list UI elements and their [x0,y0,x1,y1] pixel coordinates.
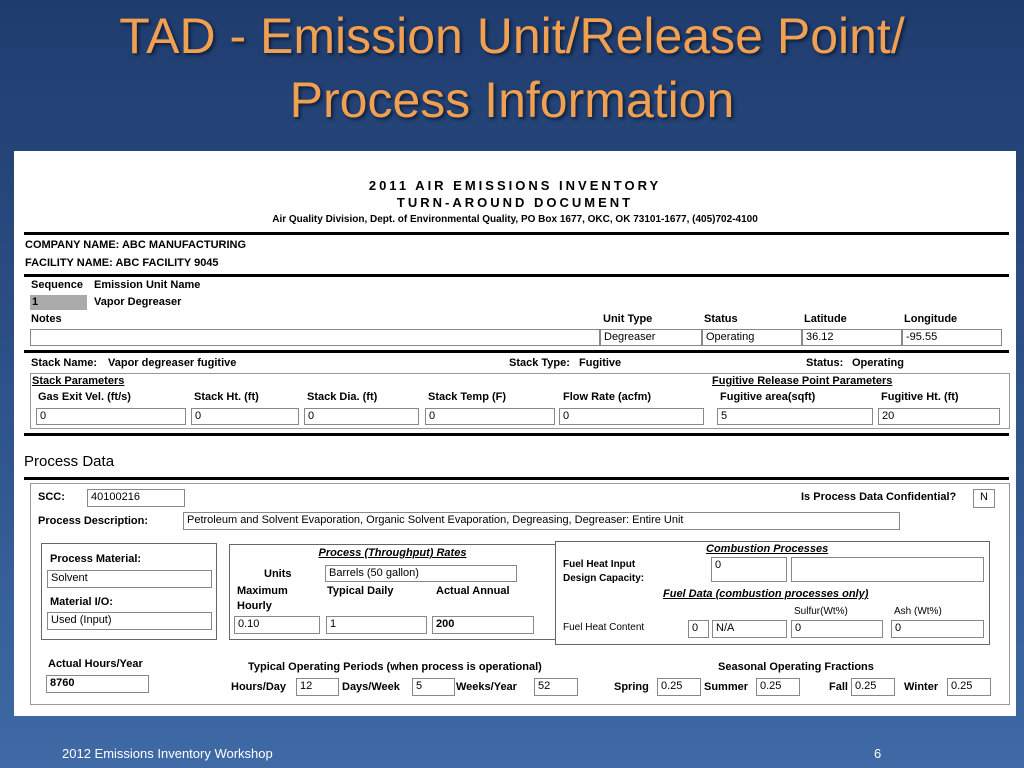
turnaround-document [14,151,1016,716]
summer-label: Summer [704,681,749,693]
fugitive-parameters-heading: Fugitive Release Point Parameters [712,375,893,387]
ash-label: Ash (Wt%) [894,606,942,617]
confidential-label: Is Process Data Confidential? [801,491,957,503]
gas-exit-field[interactable]: 0 [36,408,186,425]
typical-daily-field[interactable]: 1 [326,616,427,634]
units-label: Units [264,568,292,580]
slide-title-line2: Process Information [289,72,735,128]
actual-annual-field[interactable]: 200 [432,616,534,634]
stack-name-label: Stack Name: [31,357,98,369]
fuel-heat-input-label-line2: Design Capacity: [563,573,645,584]
max-hourly-field[interactable]: 0.10 [234,616,320,634]
material-io-field[interactable]: Used (Input) [47,612,212,630]
fuel-heat-input-label-line1: Fuel Heat Input [563,559,636,570]
flow-rate-field[interactable]: 0 [559,408,704,425]
emission-unit-name: Vapor Degreaser [94,296,182,308]
divider [24,274,1009,277]
typical-periods-label: Typical Operating Periods (when process is operational) [248,661,542,673]
spring-field[interactable]: 0.25 [657,678,701,696]
sequence-value-shade [30,295,87,310]
facility-name: FACILITY NAME: ABC FACILITY 9045 [25,257,219,269]
process-material-label: Process Material: [50,553,142,565]
stack-status: Operating [852,357,904,369]
divider [24,232,1009,235]
doc-address: Air Quality Division, Dept. of Environmental Quality, PO Box 1677, OKC, OK 73101-1677, (405)702-4100 [272,214,758,225]
days-week-field[interactable]: 5 [412,678,455,696]
throughput-heading: Process (Throughput) Rates [318,547,467,559]
process-description-label: Process Description: [38,515,149,527]
max-hourly-label-line2: Hourly [237,600,272,612]
fuel-heat-content-units-field[interactable]: N/A [712,620,787,638]
stack-type-label: Stack Type: [509,357,570,369]
stack-diameter-label: Stack Dia. (ft) [307,391,378,403]
units-field[interactable]: Barrels (50 gallon) [325,565,517,582]
actual-annual-label: Actual Annual [436,585,510,597]
hours-day-label: Hours/Day [231,681,287,693]
divider [24,477,1009,480]
footer-text: 2012 Emissions Inventory Workshop [62,746,273,761]
max-hourly-label-line1: Maximum [237,585,288,597]
unit-type-label: Unit Type [603,313,653,325]
fuel-heat-content-field[interactable]: 0 [688,620,709,638]
stack-name: Vapor degreaser fugitive [108,357,237,369]
stack-height-field[interactable]: 0 [191,408,299,425]
scc-field[interactable]: 40100216 [87,489,185,507]
unit-type-field[interactable]: Degreaser [600,329,702,346]
sequence-value: 1 [32,296,39,308]
page-number: 6 [874,746,882,761]
latitude-label: Latitude [804,313,847,325]
slide-title [0,4,1024,132]
stack-temp-field[interactable]: 0 [425,408,555,425]
winter-label: Winter [904,681,939,693]
fugitive-area-label: Fugitive area(sqft) [720,391,816,403]
spring-label: Spring [614,681,649,693]
fuel-heat-input-field[interactable]: 0 [711,557,787,582]
process-material-field[interactable]: Solvent [47,570,212,588]
fall-field[interactable]: 0.25 [851,678,895,696]
sulfur-field[interactable]: 0 [791,620,883,638]
fuel-heat-content-label: Fuel Heat Content [563,622,645,633]
doc-title-line2: TURN-AROUND DOCUMENT [396,195,634,210]
stack-temp-label: Stack Temp (F) [428,391,507,403]
divider [24,433,1009,436]
seasonal-label: Seasonal Operating Fractions [718,661,874,673]
days-week-label: Days/Week [342,681,400,693]
notes-label: Notes [31,313,62,325]
ash-field[interactable]: 0 [891,620,984,638]
sulfur-label: Sulfur(Wt%) [794,606,848,617]
stack-type: Fugitive [579,357,622,369]
fall-label: Fall [829,681,848,693]
fuel-data-heading: Fuel Data (combustion processes only) [663,588,869,600]
weeks-year-field[interactable]: 52 [534,678,578,696]
stack-diameter-field[interactable]: 0 [304,408,419,425]
actual-hours-label: Actual Hours/Year [48,658,143,670]
sequence-label: Sequence [31,279,83,291]
weeks-year-label: Weeks/Year [456,681,517,693]
gas-exit-label: Gas Exit Vel. (ft/s) [38,391,131,403]
latitude-field[interactable]: 36.12 [802,329,902,346]
divider [24,350,1009,353]
notes-field[interactable] [30,329,600,346]
process-description-field[interactable]: Petroleum and Solvent Evaporation, Organic Solvent Evaporation, Degreasing, Degreaser: Entire Unit [183,512,900,530]
material-io-label: Material I/O: [50,596,113,608]
stack-parameters-heading: Stack Parameters [32,375,125,387]
status-label: Status [704,313,738,325]
fugitive-area-field[interactable]: 5 [717,408,873,425]
emission-unit-name-label: Emission Unit Name [94,279,201,291]
winter-field[interactable]: 0.25 [947,678,991,696]
doc-title-line1: 2011 AIR EMISSIONS INVENTORY [368,178,662,193]
typical-daily-label: Typical Daily [327,585,394,597]
stack-status-label: Status: [806,357,844,369]
longitude-label: Longitude [904,313,958,325]
hours-day-field[interactable]: 12 [296,678,339,696]
company-name: COMPANY NAME: ABC MANUFACTURING [25,239,247,251]
slide-title-line1: TAD - Emission Unit/Release Point/ [119,8,905,64]
actual-hours-field[interactable]: 8760 [46,675,149,693]
confidential-field[interactable]: N [973,489,995,508]
fugitive-height-label: Fugitive Ht. (ft) [881,391,959,403]
longitude-field[interactable]: -95.55 [902,329,1002,346]
stack-height-label: Stack Ht. (ft) [194,391,259,403]
summer-field[interactable]: 0.25 [756,678,800,696]
fugitive-height-field[interactable]: 20 [878,408,1000,425]
scc-label: SCC: [38,491,65,503]
flow-rate-label: Flow Rate (acfm) [563,391,652,403]
fuel-heat-input-units-field[interactable] [791,557,984,582]
combustion-heading: Combustion Processes [706,543,829,555]
process-data-title: Process Data [24,453,115,470]
status-field[interactable]: Operating [702,329,802,346]
